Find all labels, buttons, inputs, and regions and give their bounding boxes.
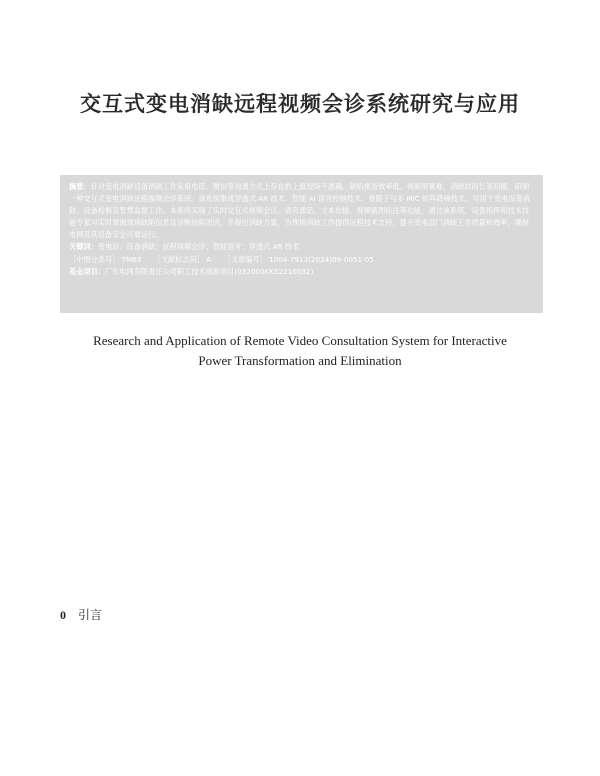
doc-code-label: ［文献标志码］ xyxy=(153,254,204,264)
keywords xyxy=(69,241,534,253)
classification-line xyxy=(69,254,534,266)
abstract-text: 针对变电消缺设备消缺工作采用电话、微信等沟通方式上存在的上报现场不准确、缺陷排查效率低、视频留置难、消缺时间长等问题，研制一种交互式变电消缺远程视频会诊系统。该系统集成穿透式 AR 技术、智能 AI 语音控制技术、骨膜子与多 MIC 矩阵降噪技术，可用于变电设备消缺、设备检修及智慧监督工作。本系统实现了实时交互式视频会议、语音通话、文本传输、视频截图标注等功能，通过该系统，设备指挥和技术技能专家可实时掌握现场缺陷信息及诊断缺陷原因，并提出消缺方案，为现场消缺工作提供远程技术支持，提升变电部门消缺工作质量和效率，确保电网及其设备安全可靠运行。 xyxy=(69,182,530,240)
clc-value: TM63 xyxy=(121,254,142,264)
section-title: 引言 xyxy=(78,608,103,622)
abstract-box xyxy=(60,175,543,313)
section-heading xyxy=(60,606,102,623)
fund-label: 基金项目： xyxy=(69,266,105,276)
english-title-line-2: Power Transformation and Elimination xyxy=(198,353,402,368)
keywords-text: 变电站；设备消缺；远程视频会诊；智能语音；穿透式 AR 技术 xyxy=(97,242,300,252)
english-title-line-1: Research and Application of Remote Video Consultation System for Interactive xyxy=(93,333,507,348)
doc-code-value: A xyxy=(206,254,212,264)
fund-text: 广东电网有限责任公司职工技术创新项目(032000KK52210032) xyxy=(104,266,314,276)
keywords-label: 关键词： xyxy=(69,242,98,252)
article-no-value: 1004-7913(2024)06-0051-05 xyxy=(268,254,374,264)
article-no-label: ［文章编号］ xyxy=(223,254,267,264)
fund xyxy=(69,266,534,278)
section-number: 0 xyxy=(60,608,66,622)
paper-title: 交互式变电消缺远程视频会诊系统研究与应用 xyxy=(80,91,520,116)
abstract xyxy=(69,181,534,241)
clc-label: ［中图分类号］ xyxy=(69,254,120,264)
abstract-label: 摘要： xyxy=(69,182,91,191)
english-title xyxy=(40,331,560,371)
